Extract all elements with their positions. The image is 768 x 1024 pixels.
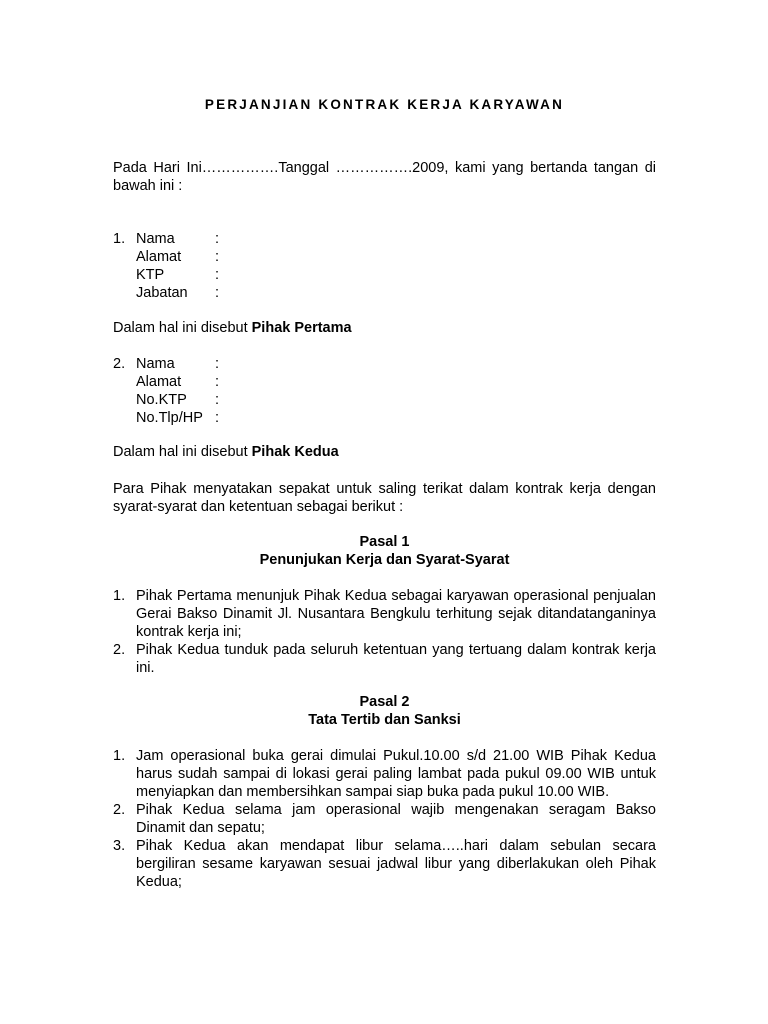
- document-title: PERJANJIAN KONTRAK KERJA KARYAWAN: [204, 97, 565, 112]
- field-separator: :: [215, 356, 220, 372]
- pasal2-subheading: Tata Tertib dan Sanksi: [308, 712, 461, 728]
- field-label: Jabatan: [136, 285, 188, 301]
- list-item-text: Jam operasional buka gerai dimulai Pukul.10.00 s/d 21.00 WIB Pihak Kedua harus sudah sampai di lokasi gerai paling lambat pada pukul 09.00 WIB untuk menyiapkan dan membersihkan sampai siap buka pada pukul 10.00 WIB.: [136, 748, 656, 800]
- list-number: 1.: [113, 231, 126, 247]
- pasal1-subheading: Penunjukan Kerja dan Syarat-Syarat: [259, 552, 510, 568]
- party2-caption: [113, 443, 656, 461]
- list-item: [113, 587, 656, 641]
- list-item-text: Pihak Pertama menunjuk Pihak Kedua sebagai karyawan operasional penjualan Gerai Bakso Dinamit Jl. Nusantara Bengkulu terhitung sejak ditandatanganinya kontrak kerja ini;: [136, 588, 656, 640]
- caption-text: Dalam hal ini disebut: [113, 320, 252, 336]
- list-number: 1.: [113, 748, 126, 764]
- field-row: [136, 284, 219, 302]
- party1-caption: [113, 319, 656, 337]
- pasal2-heading: Pasal 2: [359, 694, 410, 710]
- caption-text: Dalam hal ini disebut: [113, 444, 252, 460]
- field-label: No.Tlp/HP: [136, 410, 203, 426]
- field-separator: :: [215, 374, 220, 390]
- agreement-paragraph: Para Pihak menyatakan sepakat untuk saling terikat dalam kontrak kerja dengan syarat-syarat dan ketentuan sebagai berikut :: [113, 481, 656, 515]
- list-number: 2.: [113, 642, 126, 658]
- list-number: 2.: [113, 356, 126, 372]
- field-row: [136, 409, 219, 427]
- field-separator: :: [215, 285, 220, 301]
- field-label: Nama: [136, 356, 175, 372]
- field-label: Alamat: [136, 374, 182, 390]
- list-number: 3.: [113, 838, 126, 854]
- field-row: [136, 355, 219, 373]
- list-item: [113, 837, 656, 891]
- field-row: [136, 230, 219, 248]
- party1-name: Pihak Pertama: [251, 320, 352, 336]
- field-row: [136, 373, 219, 391]
- list-number: 1.: [113, 588, 126, 604]
- field-label: Nama: [136, 231, 175, 247]
- pasal1-heading: Pasal 1: [359, 534, 410, 550]
- list-item-text: Pihak Kedua tunduk pada seluruh ketentuan yang tertuang dalam kontrak kerja ini.: [136, 642, 656, 676]
- field-row: [136, 391, 219, 409]
- field-separator: :: [215, 267, 220, 283]
- list-item-text: Pihak Kedua selama jam operasional wajib mengenakan seragam Bakso Dinamit dan sepatu;: [136, 802, 656, 836]
- field-label: Alamat: [136, 249, 182, 265]
- list-item-text: Pihak Kedua akan mendapat libur selama…..hari dalam sebulan secara bergiliran sesame karyawan sesuai jadwal libur yang diberlakukan oleh Pihak Kedua;: [136, 838, 656, 890]
- field-row: [136, 266, 219, 284]
- party2-name: Pihak Kedua: [251, 444, 339, 460]
- field-label: KTP: [136, 267, 165, 283]
- list-item: [113, 641, 656, 677]
- intro-paragraph: Pada Hari Ini…………….Tanggal …………….2009, kami yang bertanda tangan di bawah ini :: [113, 160, 656, 194]
- field-separator: :: [215, 392, 220, 408]
- field-separator: :: [215, 231, 220, 247]
- field-label: No.KTP: [136, 392, 187, 408]
- list-item: [113, 747, 656, 801]
- list-item: [113, 801, 656, 837]
- field-separator: :: [215, 410, 220, 426]
- field-separator: :: [215, 249, 220, 265]
- list-number: 2.: [113, 802, 126, 818]
- field-row: [136, 248, 219, 266]
